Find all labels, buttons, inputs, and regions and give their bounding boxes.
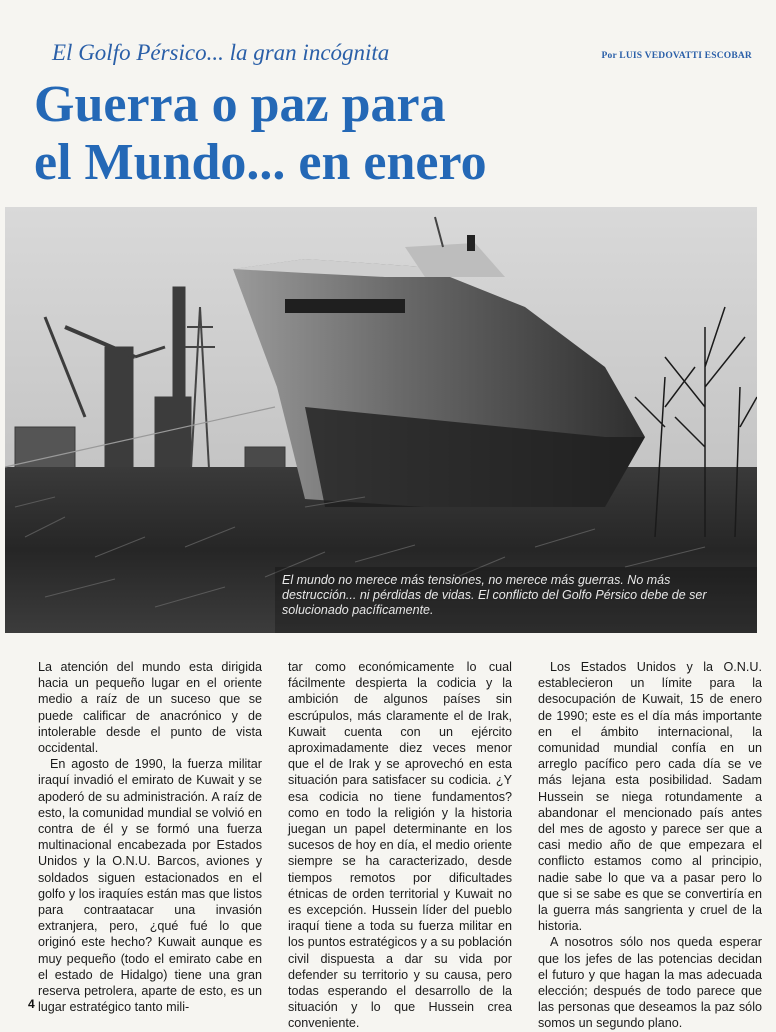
column-3 <box>538 659 762 1031</box>
paragraph: En agosto de 1990, la fuerza militar iraquí invadió el emirato de Kuwait y se apoderó de su administración. A raíz de esto, la comunidad mundial se volvió en contra de él y se formó una fuerza multinacional encabezada por Estados Unidos y la O.N.U. Barcos, aviones y soldados siguen estacionados en el golfo y los iraquíes están mas que listos para contraatacar una invasión extranjera, pero, ¿qué fué lo que originó este hecho? Kuwait aunque es muy pequeño (todo el emirato cabe en el estado de Hidalgo) tiene una gran reserva petrolera, aparte de esto, es un lugar estratégico tanto mili- <box>38 757 262 1015</box>
byline: Por LUIS VEDOVATTI ESCOBAR <box>601 51 752 61</box>
shipwreck-photo <box>5 207 757 633</box>
headline-line-1: Guerra o paz para <box>34 76 446 133</box>
ship-window-strip <box>285 299 405 313</box>
paragraph: Los Estados Unidos y la O.N.U. establecieron un límite para la desocupación de Kuwait, 15 de enero de 1990; este es el día más importante en el ámbito internacional, la comunidad mundial confía en un arreglo pacífico pero cada día se ve más lejana esta posibilidad. Sadam Hussein se niega rotundamente a abandonar el mencionado país antes del mes de agosto y parece ser que a casi medio año de que empezara el conflicto estamos como al principio, nadie sabe lo que va a pasar pero lo que si se sabe es que se convertiría en la guerra más sangrienta y cruel de la historia. <box>538 660 762 934</box>
paragraph: tar como económicamente lo cual fácilmente despierta la codicia y la ambición de algunos países sin escrúpulos, más claramente el de Irak, Kuwait cuenta con un ejército aproximadamente diez veces menor que el de Irak y se aprovechó en esta situación para satisfacer su codicia. ¿Y esa codicia no tiene fundamentos? como en todo la religión y la historia juegan un papel determinante en los sucesos de hoy en día, el medio oriente siempre se ha caracterizado, desde tiempos remotos por dificultades étnicas de orden territorial y Kuwait no es excepción. Hussein líder del pueblo iraquí tiene a toda su fuerza militar en los puntos estratégicos y a su población civil dispuesta a dar su vida por defender su territorio y su causa, pero todas esperando el desarrollo de la situación y lo que Hussein crea conveniente. <box>288 660 512 1031</box>
paragraph: La atención del mundo esta dirigida hacia un pequeño lugar en el oriente medio a raíz de un suceso que se puede calificar de anacrónico y de intolerable desde el punto de vista occidental. <box>38 660 262 756</box>
paragraph: A nosotros sólo nos queda esperar que los jefes de las potencias decidan el futuro y que hagan la mas adecuada elección; después de todo parece que las personas que deseamos la paz sólo somos un segundo plano. <box>538 935 762 1031</box>
column-2 <box>288 659 512 1031</box>
article-body <box>38 659 762 1031</box>
photo-caption: El mundo no merece más tensiones, no merece más guerras. No más destrucción... ni pérdidas de vidas. El conflicto del Golfo Pérsico debe de ser solucionado pacíficamente. <box>282 573 707 617</box>
column-1 <box>38 659 262 1015</box>
page-number: 4 <box>28 997 35 1011</box>
headline-line-2: el Mundo... en enero <box>34 134 487 191</box>
headline <box>34 76 487 192</box>
kicker-title: El Golfo Pérsico... la gran incógnita <box>52 40 390 65</box>
